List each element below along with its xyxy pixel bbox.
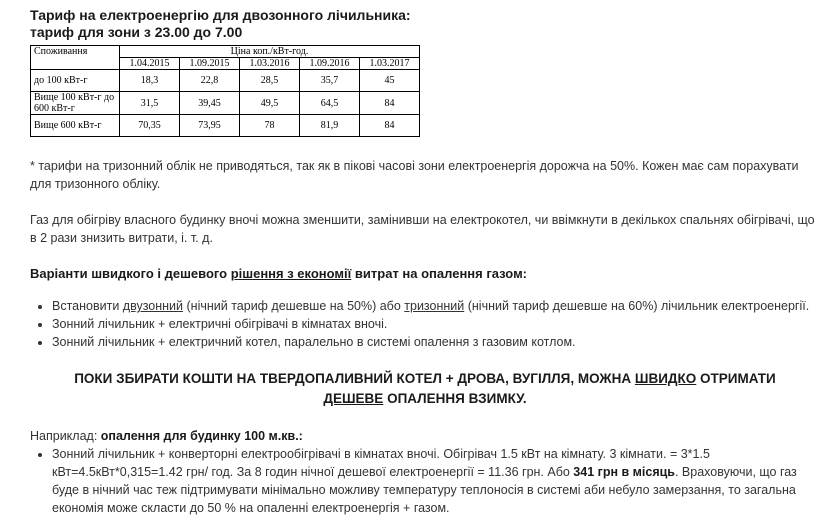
table-cell: 49,5 bbox=[240, 92, 300, 115]
table-cell: 31,5 bbox=[120, 92, 180, 115]
example-title: опалення для будинку 100 м.кв.: bbox=[100, 429, 303, 443]
monthly-cost: 341 грн в місяць bbox=[573, 465, 675, 479]
table-row bbox=[31, 92, 420, 115]
list-item-text: Встановити bbox=[52, 299, 123, 313]
banner-text: ОТРИМАТИ bbox=[696, 371, 776, 386]
table-cell: 84 bbox=[360, 115, 420, 137]
economy-solution-link[interactable]: рішення з економії bbox=[230, 266, 352, 281]
banner-text: ПОКИ ЗБИРАТИ КОШТИ НА ТВЕРДОПАЛИВНИЙ КОТЕЛ + ДРОВА, ВУГІЛЛЯ, МОЖНА bbox=[74, 371, 635, 386]
promo-banner bbox=[30, 369, 820, 409]
variants-text: витрат на опалення газом: bbox=[351, 266, 528, 281]
table-date-header: 1.09.2015 bbox=[180, 58, 240, 70]
table-row-label: Вище 600 кВт-г bbox=[31, 115, 120, 137]
table-date-header: 1.03.2017 bbox=[360, 58, 420, 70]
table-header-consumption: Споживання bbox=[31, 46, 120, 70]
table-cell: 73,95 bbox=[180, 115, 240, 137]
table-row-label: Вище 100 кВт-г до 600 кВт-г bbox=[31, 92, 120, 115]
variants-heading bbox=[30, 265, 820, 283]
table-cell: 70,35 bbox=[120, 115, 180, 137]
example-prefix: Наприклад: bbox=[30, 429, 101, 443]
list-item-text: (нічний тариф дешевше на 60%) лічильник електроенергії. bbox=[464, 299, 810, 313]
title-line-1: Тариф на електроенергію для двозонного лічильника: bbox=[30, 7, 411, 23]
example-list bbox=[30, 445, 820, 517]
table-cell: 39,45 bbox=[180, 92, 240, 115]
banner-text: ОПАЛЕННЯ ВЗИМКУ. bbox=[383, 391, 527, 406]
example-text: . Враховуючи, що газ буде в нічний час теж підтримувати мінімально можливу температуру теплоносія в системі аби небуло замерзання, то загальна економія може скласти до 50 % на опаленні електроенергія + газом. bbox=[52, 465, 797, 515]
quickly-link[interactable]: ШВИДКО bbox=[634, 371, 697, 386]
table-cell: 78 bbox=[240, 115, 300, 137]
table-row bbox=[31, 70, 420, 92]
table-cell: 45 bbox=[360, 70, 420, 92]
tariff-table bbox=[30, 45, 420, 137]
page-title bbox=[30, 7, 820, 41]
example-heading bbox=[30, 427, 820, 445]
table-cell: 18,3 bbox=[120, 70, 180, 92]
gas-paragraph: Газ для обігріву власного будинку вночі можна зменшити, замінивши на електрокотел, чи ввімкнути в декількох спальнях обігрівачі, що в 2 рази знизить витрати, і. т. д. bbox=[30, 213, 815, 245]
list-item bbox=[52, 445, 820, 517]
table-cell: 22,8 bbox=[180, 70, 240, 92]
cheap-link[interactable]: ДЕШЕВЕ bbox=[323, 391, 384, 406]
variants-text: Варіанти швидкого і дешевого bbox=[30, 266, 231, 281]
table-row-label: до 100 кВт-г bbox=[31, 70, 120, 92]
table-date-header: 1.09.2016 bbox=[300, 58, 360, 70]
table-cell: 64,5 bbox=[300, 92, 360, 115]
list-item: • Зонний лічильник + електричні обігрівачі в кімнатах вночі. bbox=[52, 315, 820, 333]
table-cell: 81,9 bbox=[300, 115, 360, 137]
two-zone-link[interactable]: двузонний bbox=[122, 299, 184, 313]
example-text: Зонний лічильник + конверторні електрообігрівачі в кімнатах вночі. Обігрівач 1.5 кВт на кімнату. 3 кімнати. = 3*1.5 кВт=4.5кВт*0,315=1.42 грн/ год. За 8 годин нічної дешевої електроенергії = 11.36 грн. Або bbox=[52, 447, 710, 479]
table-cell: 35,7 bbox=[300, 70, 360, 92]
table-date-header: 1.03.2016 bbox=[240, 58, 300, 70]
table-date-header: 1.04.2015 bbox=[120, 58, 180, 70]
table-cell: 84 bbox=[360, 92, 420, 115]
table-cell: 28,5 bbox=[240, 70, 300, 92]
article-content bbox=[30, 0, 820, 517]
list-item-text: (нічний тариф дешевше на 50%) або bbox=[183, 299, 405, 313]
list-item: • Зонний лічильник + електричний котел, паралельно в системі опалення з газовим котлом. bbox=[52, 333, 820, 351]
tariff-note: * тарифи на тризонний облік не приводяться, так як в пікові часові зони електроенергія дорожча на 50%. Кожен має сам порахувати для тризонного обліку. bbox=[30, 159, 799, 191]
solutions-list bbox=[30, 297, 820, 351]
table-header-price: Ціна коп./кВт-год. bbox=[120, 46, 420, 58]
three-zone-link[interactable]: тризонний bbox=[404, 299, 465, 313]
table-row bbox=[31, 115, 420, 137]
title-line-2: тариф для зони з 23.00 до 7.00 bbox=[30, 24, 243, 40]
list-item bbox=[52, 297, 820, 315]
